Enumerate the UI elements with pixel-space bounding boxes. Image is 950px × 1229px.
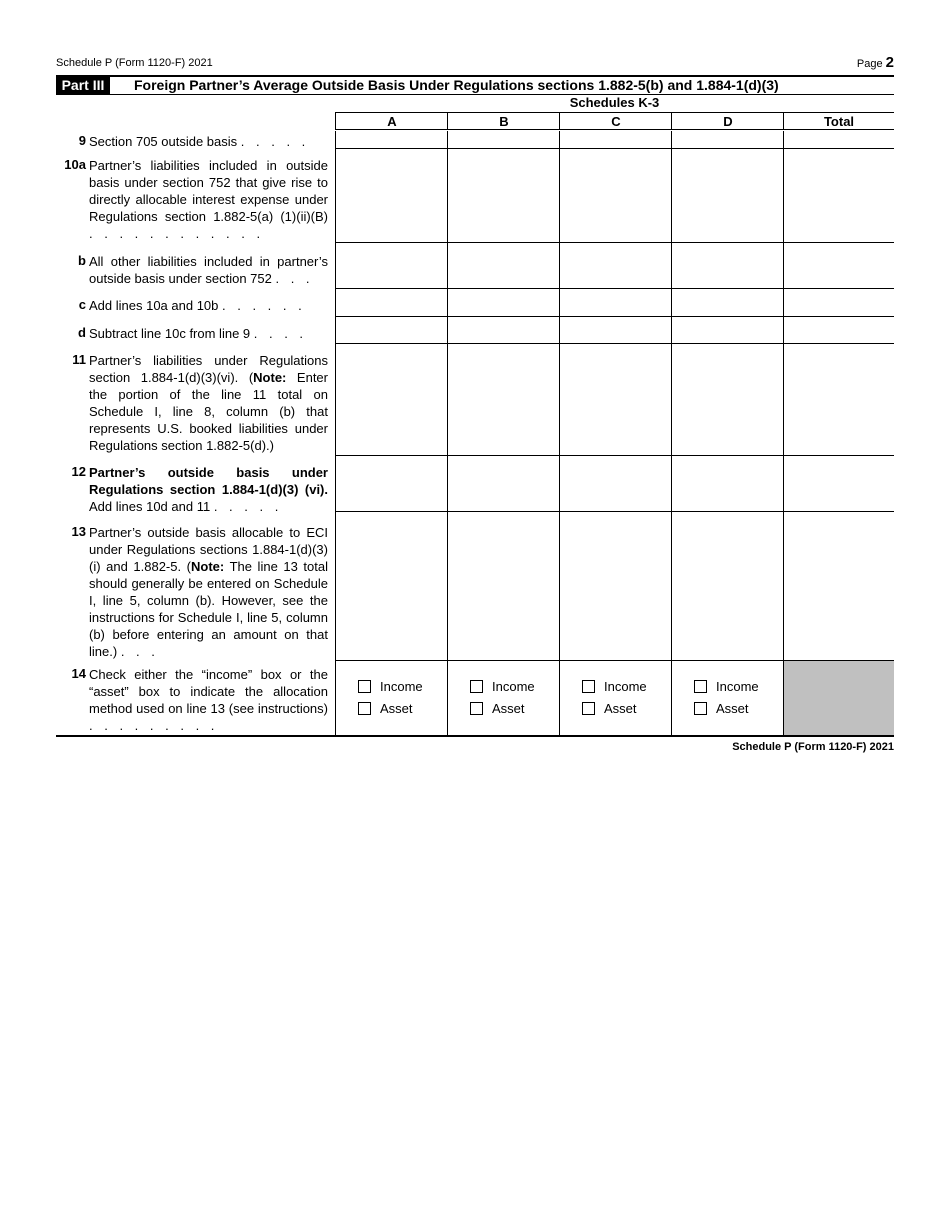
line-description xyxy=(89,524,328,660)
line-c-col-a-cell[interactable] xyxy=(335,289,448,317)
leader-dots: . . . . xyxy=(253,326,308,341)
part-label: Part III xyxy=(56,77,110,94)
leader-dots: . . . xyxy=(120,644,159,659)
asset-option[interactable] xyxy=(358,701,413,717)
schedules-k3-header: Schedules K-3 xyxy=(335,93,894,113)
column-header-total: Total xyxy=(783,113,894,130)
line-13-col-total-cell[interactable] xyxy=(783,512,894,661)
asset-checkbox[interactable] xyxy=(358,702,371,715)
line-d-row xyxy=(56,317,894,344)
line-number: d xyxy=(78,325,86,340)
leader-dots: . . . . . . . . . xyxy=(89,718,219,733)
line-b-col-c-cell[interactable] xyxy=(559,243,672,289)
asset-option[interactable] xyxy=(694,701,749,717)
line-14-col-total-cell xyxy=(783,661,894,736)
line-description xyxy=(89,157,328,242)
line-text: Add lines 10d and 11 xyxy=(89,499,211,514)
income-checkbox[interactable] xyxy=(582,680,595,693)
asset-label: Asset xyxy=(604,701,637,716)
line-text: Add lines 10a and 10b xyxy=(89,298,219,313)
asset-label: Asset xyxy=(492,701,525,716)
page-number: 2 xyxy=(885,54,894,71)
line-12-row xyxy=(56,456,894,512)
line-13-col-c-cell[interactable] xyxy=(559,512,672,661)
line-14-col-a-cell xyxy=(335,661,448,736)
line-12-col-total-cell[interactable] xyxy=(783,456,894,512)
line-bold-text: Note: xyxy=(191,559,225,574)
line-10a-col-total-cell[interactable] xyxy=(783,149,894,243)
line-number: b xyxy=(78,253,86,268)
line-11-col-total-cell[interactable] xyxy=(783,344,894,456)
income-label: Income xyxy=(492,679,535,694)
leader-dots: . . . xyxy=(275,271,314,286)
line-bold-text: Partner’s outside basis under Regulations section 1.884-1(d)(3) (vi). xyxy=(89,465,328,497)
page-indicator xyxy=(857,54,894,71)
part-header xyxy=(56,75,894,95)
line-9-col-c-cell[interactable] xyxy=(559,131,672,149)
form-header-name: Schedule P (Form 1120-F) 2021 xyxy=(56,57,213,69)
line-14-col-d-cell xyxy=(671,661,784,736)
leader-dots: . . . . . xyxy=(213,499,283,514)
asset-label: Asset xyxy=(716,701,749,716)
line-d-col-c-cell[interactable] xyxy=(559,317,672,344)
line-d-col-total-cell[interactable] xyxy=(783,317,894,344)
line-number: 11 xyxy=(72,352,86,367)
income-checkbox[interactable] xyxy=(470,680,483,693)
income-option[interactable] xyxy=(694,679,759,695)
line-13-row xyxy=(56,512,894,661)
line-number: c xyxy=(78,297,86,312)
line-b-col-total-cell[interactable] xyxy=(783,243,894,289)
line-number: 12 xyxy=(71,464,86,479)
line-number: 10a xyxy=(64,157,86,172)
line-text: All other liabilities included in partner’s outside basis under section 752 xyxy=(89,254,328,286)
line-11-col-d-cell[interactable] xyxy=(671,344,784,456)
page-label: Page xyxy=(856,58,883,70)
line-b-row xyxy=(56,243,894,289)
line-description xyxy=(89,352,328,454)
line-10a-col-d-cell[interactable] xyxy=(671,149,784,243)
line-9-col-total-cell[interactable] xyxy=(783,131,894,149)
line-description xyxy=(89,666,328,734)
line-12-col-c-cell[interactable] xyxy=(559,456,672,512)
asset-option[interactable] xyxy=(582,701,637,717)
line-text: Partner’s liabilities under Regulations section 1.884-1(d)(3)(vi). ( xyxy=(89,353,328,385)
line-12-col-a-cell[interactable] xyxy=(335,456,448,512)
income-label: Income xyxy=(380,679,423,694)
line-12-col-b-cell[interactable] xyxy=(447,456,560,512)
line-description xyxy=(89,464,328,515)
line-14-col-b-cell xyxy=(447,661,560,736)
line-description xyxy=(89,253,328,287)
line-c-row xyxy=(56,289,894,317)
line-11-col-a-cell[interactable] xyxy=(335,344,448,456)
asset-checkbox[interactable] xyxy=(694,702,707,715)
line-bold-text: Note: xyxy=(253,370,287,385)
income-label: Income xyxy=(604,679,647,694)
column-header-b: B xyxy=(447,113,560,130)
column-header-c: C xyxy=(559,113,672,130)
asset-checkbox[interactable] xyxy=(470,702,483,715)
line-text: Partner’s outside basis allocable to ECI under Regulations sections 1.884-1(d)(3)(i) and 1.882-5. ( xyxy=(89,525,328,574)
line-10a-row xyxy=(56,149,894,243)
leader-dots: . . . . . . . . . . . . xyxy=(89,226,265,241)
line-text: Partner’s liabilities included in outside basis under section 752 that give rise to directly allocable interest expense under Regulations section 1.882-5(a) (1)(ii)(B) xyxy=(89,158,328,224)
line-d-col-d-cell[interactable] xyxy=(671,317,784,344)
leader-dots: . . . . . xyxy=(240,134,310,149)
line-text: The line 13 total should generally be entered on Schedule I, line 5, column (b). However, see the instructions for Schedule I, line 5, column (b) before entering an amount on that line.) xyxy=(89,559,328,659)
line-d-col-a-cell[interactable] xyxy=(335,317,448,344)
line-12-col-d-cell[interactable] xyxy=(671,456,784,512)
line-13-col-a-cell[interactable] xyxy=(335,512,448,661)
line-number: 13 xyxy=(71,524,86,539)
line-c-col-d-cell[interactable] xyxy=(671,289,784,317)
income-option[interactable] xyxy=(358,679,423,695)
line-b-col-a-cell[interactable] xyxy=(335,243,448,289)
income-checkbox[interactable] xyxy=(358,680,371,693)
line-description xyxy=(89,297,328,314)
line-c-col-c-cell[interactable] xyxy=(559,289,672,317)
income-option[interactable] xyxy=(470,679,535,695)
income-option[interactable] xyxy=(582,679,647,695)
line-10a-col-b-cell[interactable] xyxy=(447,149,560,243)
asset-option[interactable] xyxy=(470,701,525,717)
line-text: Enter the portion of the line 11 total on Schedule I, line 8, column (b) that represents U.S. booked liabilities under Regulations section 1.882-5(d).) xyxy=(89,370,328,453)
line-9-col-b-cell[interactable] xyxy=(447,131,560,149)
line-13-col-b-cell[interactable] xyxy=(447,512,560,661)
asset-label: Asset xyxy=(380,701,413,716)
line-10a-col-c-cell[interactable] xyxy=(559,149,672,243)
footer-rule xyxy=(56,735,894,737)
line-description xyxy=(89,133,328,150)
line-d-col-b-cell[interactable] xyxy=(447,317,560,344)
column-header-a: A xyxy=(335,113,448,130)
line-description xyxy=(89,325,328,342)
line-number: 9 xyxy=(78,133,86,148)
part-title: Foreign Partner’s Average Outside Basis Under Regulations sections 1.882-5(b) and 1.884-1(d)(3) xyxy=(134,77,779,93)
line-14-col-c-cell xyxy=(559,661,672,736)
line-14-row xyxy=(56,661,894,736)
line-9-col-a-cell[interactable] xyxy=(335,131,448,149)
line-11-row xyxy=(56,344,894,456)
line-10a-col-a-cell[interactable] xyxy=(335,149,448,243)
line-11-col-b-cell[interactable] xyxy=(447,344,560,456)
line-c-col-total-cell[interactable] xyxy=(783,289,894,317)
line-9-col-d-cell[interactable] xyxy=(671,131,784,149)
line-11-col-c-cell[interactable] xyxy=(559,344,672,456)
line-number: 14 xyxy=(71,666,86,681)
asset-checkbox[interactable] xyxy=(582,702,595,715)
line-c-col-b-cell[interactable] xyxy=(447,289,560,317)
column-header-d: D xyxy=(671,113,784,130)
line-9-row xyxy=(56,131,894,149)
line-text: Check either the “income” box or the “asset” box to indicate the allocation method used on line 13 (see instructions) xyxy=(89,667,328,716)
leader-dots: . . . . . . xyxy=(222,298,306,313)
income-label: Income xyxy=(716,679,759,694)
line-text: Subtract line 10c from line 9 xyxy=(89,326,251,341)
income-checkbox[interactable] xyxy=(694,680,707,693)
line-b-col-b-cell[interactable] xyxy=(447,243,560,289)
line-13-col-d-cell[interactable] xyxy=(671,512,784,661)
line-b-col-d-cell[interactable] xyxy=(671,243,784,289)
form-footer-name: Schedule P (Form 1120-F) 2021 xyxy=(732,741,894,753)
line-text: Section 705 outside basis xyxy=(89,134,238,149)
